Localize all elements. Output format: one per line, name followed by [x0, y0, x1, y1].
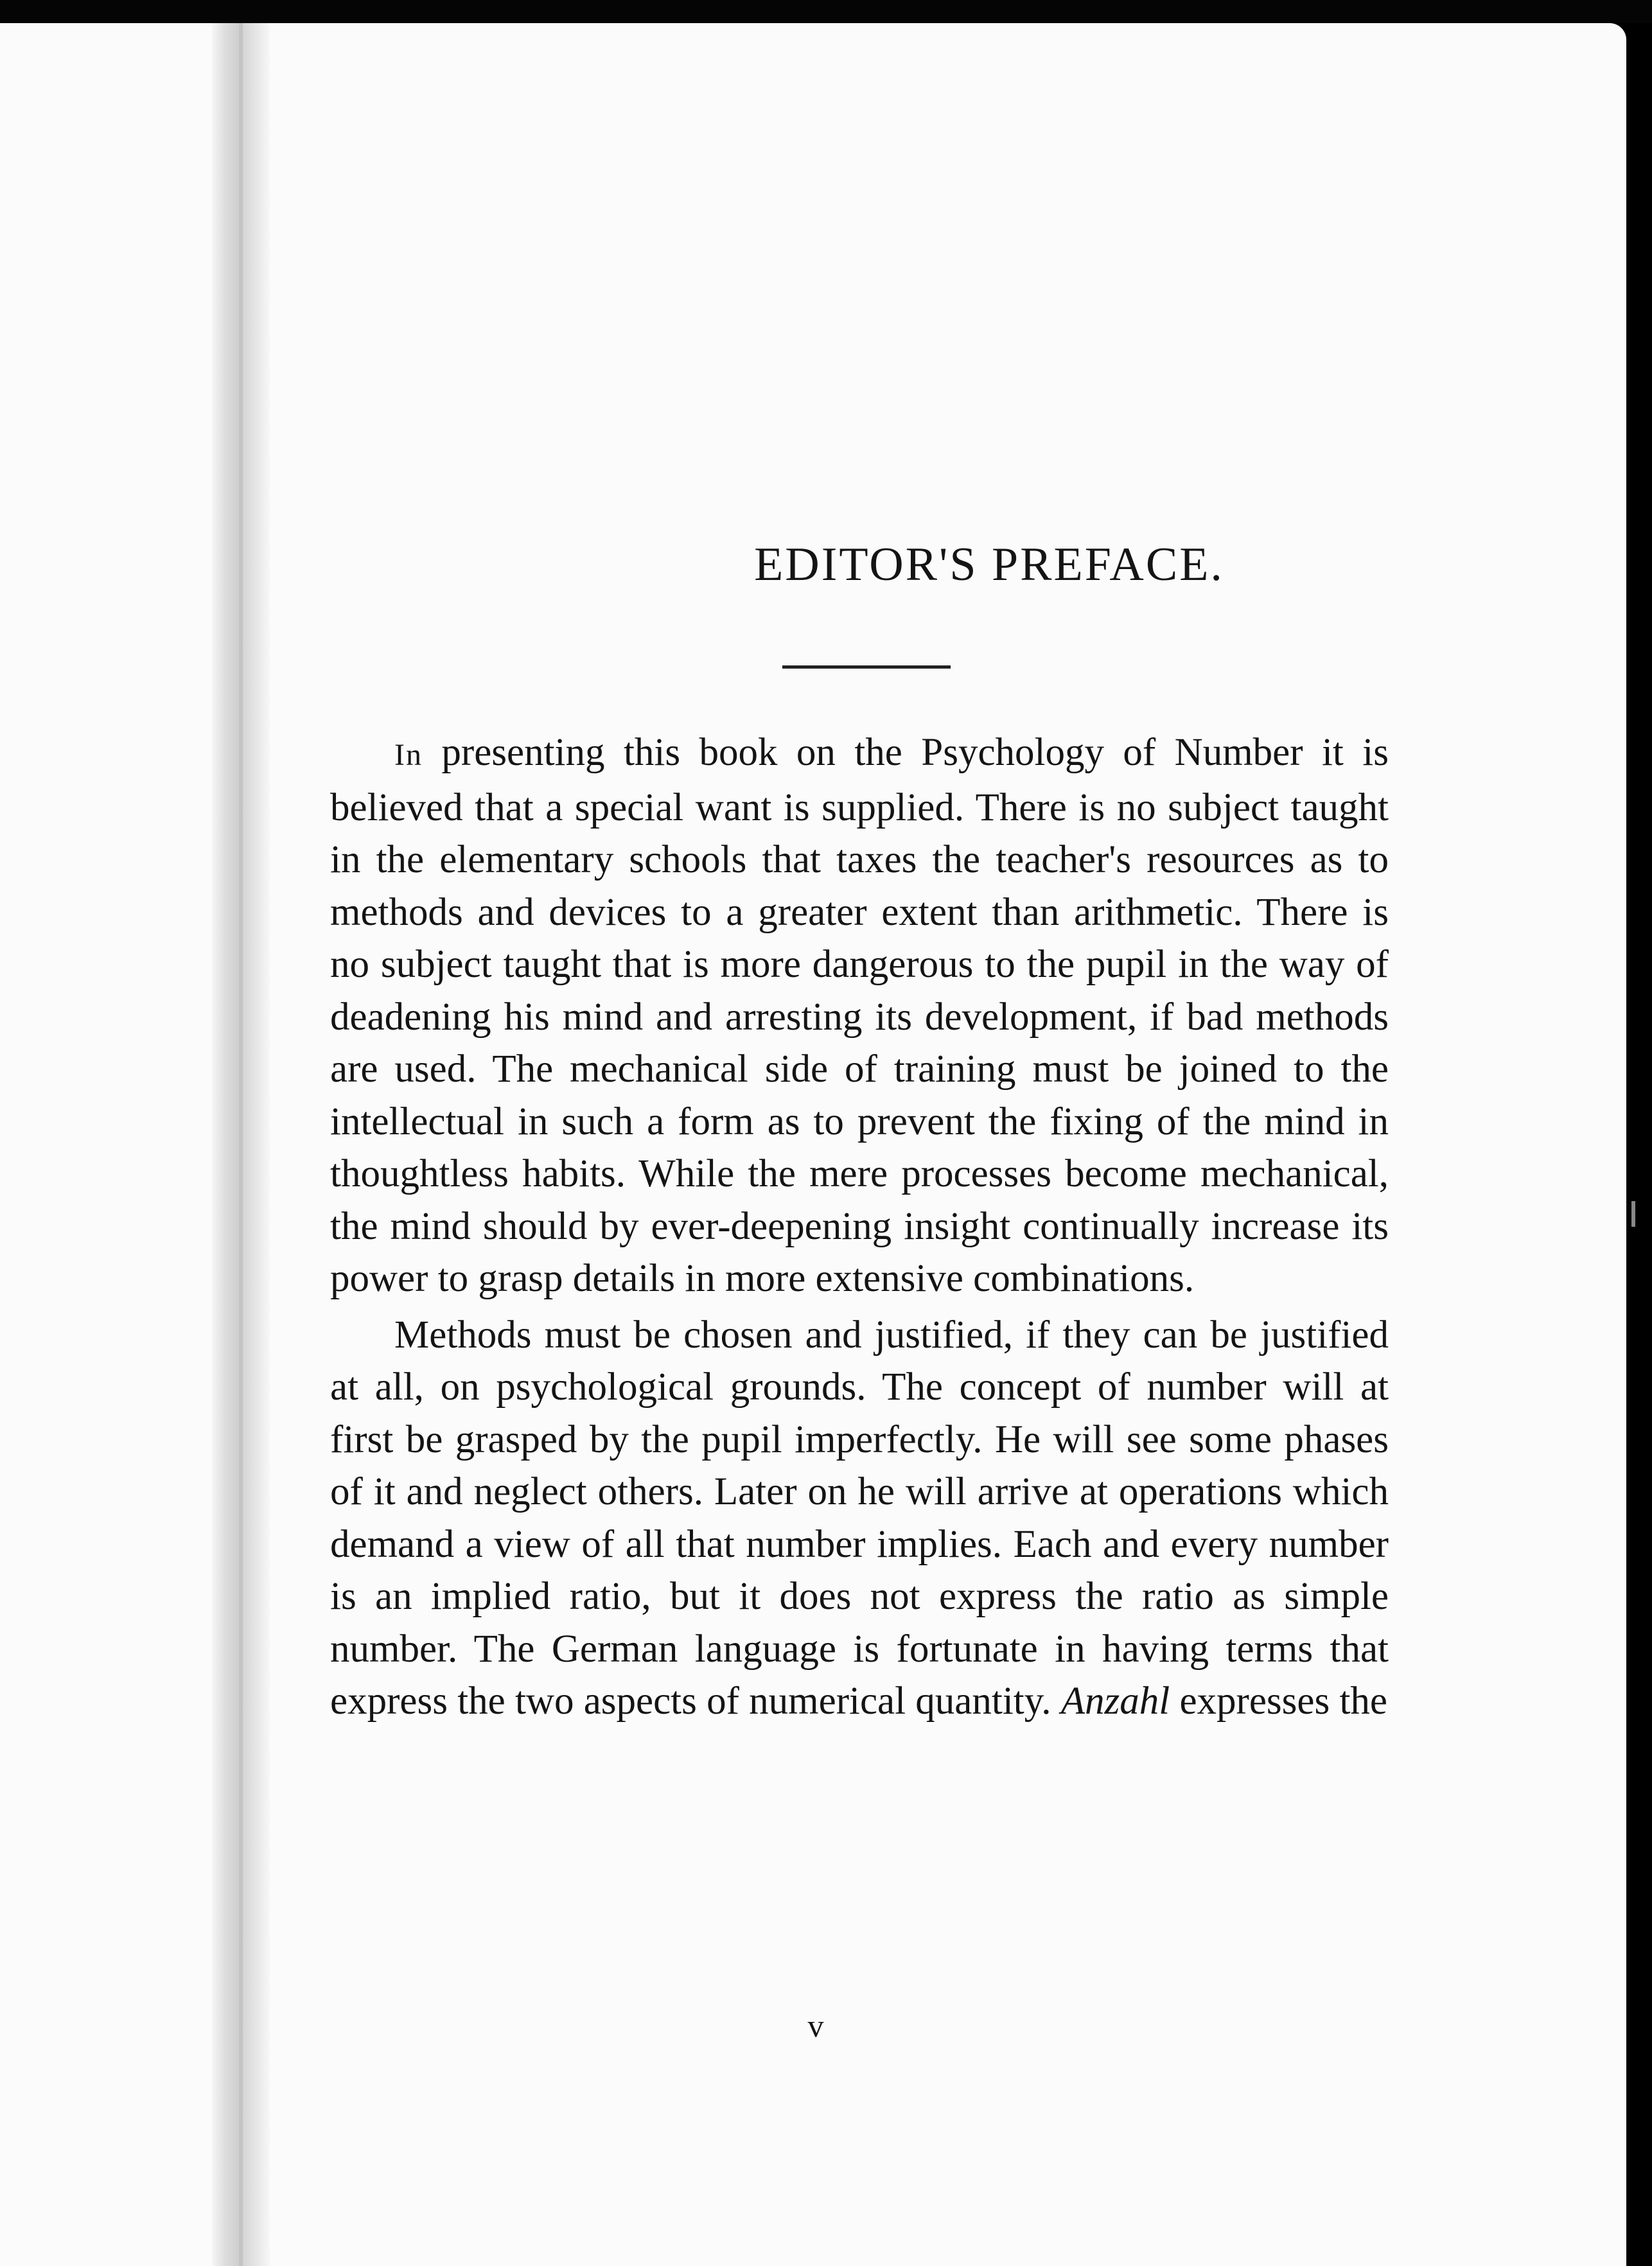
scan-top-border [0, 0, 1652, 23]
body-text [330, 726, 1389, 1728]
page-gutter-crease [239, 23, 243, 2266]
page-edge-mark [1631, 1201, 1635, 1227]
page-number: v [807, 2008, 824, 2044]
paragraph-2-text: Methods must be chosen and justified, if they can be justified at all, on psychological grounds. The concept of number will at first be grasped by the pupil imperfectly. He will see some phases of it and neglect others. Later on he will arrive at operations which demand a view of all that number implies. Each and every number is an implied ratio, but it does not express the ratio as simple number. The German language is fortunate in having terms that express the two aspects of numerical quantity. [330, 1313, 1389, 1723]
paragraph-lead-word: In [394, 738, 423, 772]
paragraph-2 [330, 1309, 1389, 1728]
paragraph-2-tail: expresses the [1170, 1680, 1387, 1723]
paragraph-2-italic-term: Anzahl [1060, 1680, 1170, 1723]
page-title: EDITOR'S PREFACE. [754, 538, 1224, 591]
title-rule [782, 665, 951, 669]
paragraph-1 [330, 726, 1389, 1305]
paragraph-1-text: presenting this book on the Psychology of Number it is believed that a special want is supplied. There is no subject taught in the elementary schools that taxes the teacher's resources as to methods and devices to a greater extent than arithmetic. There is no subject taught that is more dangerous to the pupil in the way of deadening his mind and arresting its development, if bad methods are used. The mechanical side of training must be joined to the intellectual in such a form as to prevent the fixing of the mind in thoughtless habits. While the mere processes become mechanical, the mind should by ever-deepening insight continually increase its power to grasp details in more extensive combinations. [330, 731, 1389, 1300]
book-page [0, 23, 1626, 2266]
